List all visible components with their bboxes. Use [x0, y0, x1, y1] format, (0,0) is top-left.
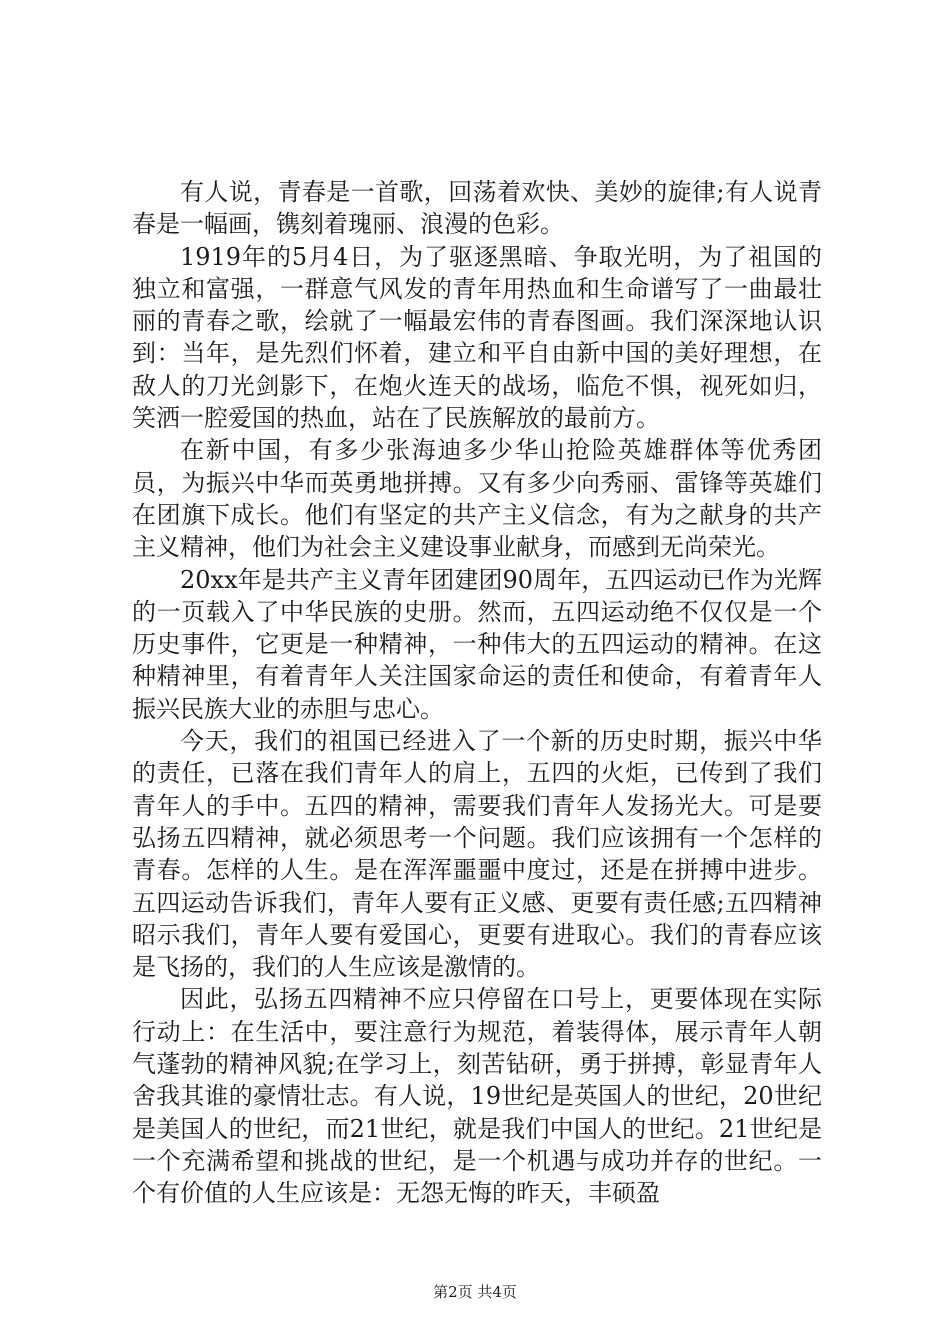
paragraph-5: 今天，我们的祖国已经进入了一个新的历史时期，振兴中华的责任，已落在我们青年人的肩上，五四的火炬，已传到了我们青年人的手中。五四的精神，需要我们青年人发扬光大。可是要弘扬五四精神，就必须思考一个问题。我们应该拥有一个怎样的青春。怎样的人生。是在浑浑噩噩中度过，还是在拼搏中进步。五四运动告诉我们，青年人要有正义感、更要有责任感;五四精神昭示我们，青年人要有爱国心，更要有进取心。我们的青春应该是飞扬的，我们的人生应该是激情的。: [132, 727, 822, 982]
page-number: 第2页 共4页: [433, 1283, 517, 1301]
document-body: [132, 176, 822, 1210]
paragraph-6: 因此，弘扬五四精神不应只停留在口号上，更要体现在实际行动上：在生活中，要注意行为规范，着装得体，展示青年人朝气蓬勃的精神风貌;在学习上，刻苦钻研，勇于拼搏，彰显青年人舍我其谁的豪情壮志。有人说，19世纪是英国人的世纪，20世纪是美国人的世纪，而21世纪，就是我们中国人的世纪。21世纪是一个充满希望和挑战的世纪，是一个机遇与成功并存的世纪。一个有价值的人生应该是：无怨无悔的昨天，丰硕盈: [132, 985, 822, 1208]
paragraph-4: 20xx年是共产主义青年团建团90周年，五四运动已作为光辉的一页载入了中华民族的史册。然而，五四运动绝不仅仅是一个历史事件，它更是一种精神，一种伟大的五四运动的精神。在这种精神里，有着青年人关注国家命运的责任和使命，有着青年人振兴民族大业的赤胆与忠心。: [132, 565, 822, 723]
paragraph-3: 在新中国，有多少张海迪多少华山抢险英雄群体等优秀团员，为振兴中华而英勇地拼搏。又有多少向秀丽、雷锋等英雄们在团旗下成长。他们有坚定的共产主义信念，有为之献身的共产主义精神，他们为社会主义建设事业献身，而感到无尚荣光。: [132, 436, 822, 562]
page-footer: [0, 1283, 950, 1301]
paragraph-1: 有人说，青春是一首歌，回荡着欢快、美妙的旋律;有人说青春是一幅画，镌刻着瑰丽、浪漫的色彩。: [132, 178, 822, 239]
paragraph-2: 1919年的5月4日，为了驱逐黑暗、争取光明，为了祖国的独立和富强，一群意气风发的青年用热血和生命谱写了一曲最壮丽的青春之歌，绘就了一幅最宏伟的青春图画。我们深深地认识到：当年，是先烈们怀着，建立和平自由新中国的美好理想，在敌人的刀光剑影下，在炮火连天的战场，临危不惧，视死如归，笑洒一腔爱国的热血，站在了民族解放的最前方。: [132, 242, 822, 433]
